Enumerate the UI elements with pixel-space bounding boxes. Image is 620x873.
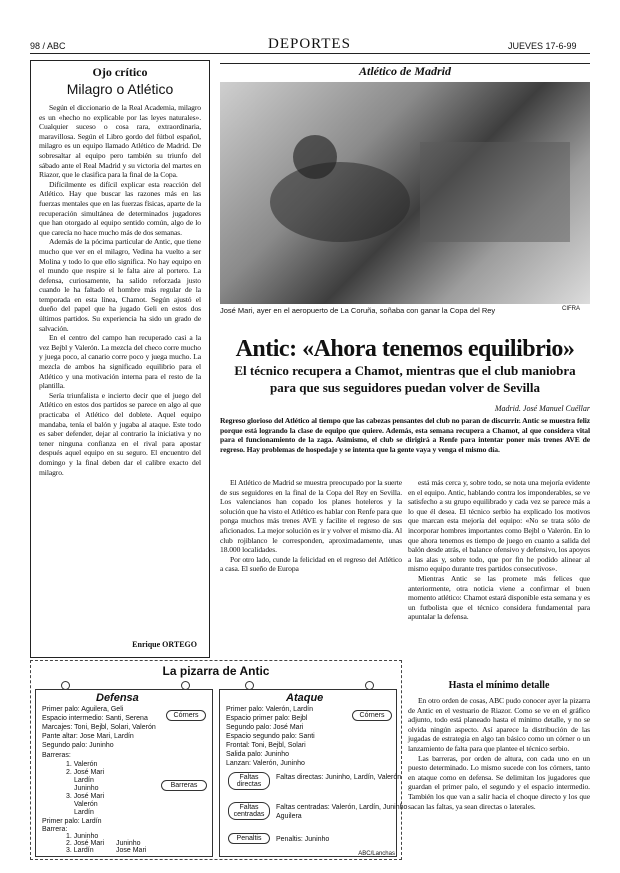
subhead-detalle: Hasta el mínimo detalle — [448, 680, 550, 691]
opinion-column — [30, 60, 210, 658]
column-paragraph: Según el diccionario de la Real Academia, milagro es un «hecho no explicable por las leyes naturales». Cualquier suceso o cosa rara, extraordinaria, maravillosa. Según el Libro gordo del fútbol español, milagro es un equipo llamado Atlético de Madrid. De sobresaltar al equipo pero también su triunfo del sábado ante el Real Madrid y su victoria del martes en Riazor, que le clasifica para la final de la Copa. — [39, 103, 201, 180]
header-rule — [30, 53, 590, 54]
defensa-line: Valerón — [74, 801, 98, 808]
article-paragraph: Las barreras, por orden de altura, con cada uno en un puesto determinado. Lo mismo sucede con los córners, tanto en ataque como en defensa. Se delimitan los jugadores que guardan el primer palo, el segundo y el espacio intermedio. También los que van a salir hacia el choque directo y los que sacan las faltas, ya sean directas o laterales. — [408, 753, 590, 811]
article-col1 — [220, 478, 402, 658]
defensa-line: Barrera: — [42, 826, 68, 833]
binder-ring — [61, 681, 70, 690]
ataque-line: Aguilera — [276, 813, 302, 820]
article-col2b — [408, 696, 590, 856]
binder-ring — [181, 681, 190, 690]
headline: Antic: «Ahora tenemos equilibrio» — [235, 336, 575, 362]
ataque-line: Penaltis: Juninho — [276, 836, 330, 843]
article-col2 — [408, 478, 590, 648]
column-title: Milagro o Atlético — [66, 81, 174, 97]
ataque-board — [219, 689, 408, 857]
byline: Madrid. José Manuel Cuéllar — [494, 404, 590, 413]
subheadline: El técnico recupera a Chamot, mientras que el club maniobra para que sus seguidores puedan volver de Sevilla — [234, 363, 576, 395]
ataque-line: Espacio segundo palo: Santi — [226, 733, 315, 740]
column-paragraph: Difícilmente es difícil explicar esta reacción del Atlético. Hay que buscar las razones más en las fuerzas mentales que en las fuerzas físicas, aparte de la recuperación simultánea de determinados jugadores que han otorgado al equipo sentido común, algo de lo que carecía no hace mucho más de dos semanas. — [39, 179, 201, 237]
defensa-line: 3. Lardín — [66, 847, 94, 854]
page-number: 98 / ABC — [30, 41, 66, 51]
badge-faltas-directas: Faltas directas — [228, 772, 270, 790]
badge-faltas-centradas: Faltas centradas — [228, 802, 270, 820]
defensa-line: Lardín — [74, 777, 94, 784]
defensa-line: Espacio intermedio: Santi, Serena — [42, 715, 148, 722]
defensa-line: Pante altar: Jose Mari, Lardín — [42, 733, 134, 740]
defensa-board — [35, 689, 213, 857]
defensa-line: Primer palo: Lardín — [42, 818, 102, 825]
news-photo — [220, 82, 590, 304]
article-paragraph: El Atlético de Madrid se muestra preocupado por la suerte de sus seguidores en la final de la Copa del Rey en Sevilla. Los valencianos han copado los planes hoteleros y la solución que ha visto el Atlético es hablar con Renfe para que ponga muchos más trenes AVE y facilite el regreso de sus aficionados. La mejor solución es ir y volver el mismo día. Al club rojiblanco le corresponden, aproximadamente, unas 18.000 localidades. — [220, 478, 402, 555]
column-paragraph: Sería triunfalista e incierto decir que el juego del Atlético en estos dos partidos se parece en algo al que practicaba el Atlético del doblete. Aquel equipo mandaba, tenía el balón y jugaba al ataque. Este todo es saber defender, dejar al contrario la iniciativa y no tener ninguna confianza en el rival para apostar después aquel equipo en su seguro. El encuentro del domingo y la final deben dar el calibre exacto del milagro. — [39, 390, 201, 477]
defensa-line: Marcajes: Toni, Bejbl, Solari, Valerón — [42, 724, 156, 731]
badge-barreras: Barreras — [161, 780, 207, 791]
defensa-heading: Defensa — [96, 692, 139, 704]
defensa-line: Barreras: — [42, 752, 71, 759]
ataque-line: Faltas centradas: Valerón, Lardín, Juninho — [276, 804, 408, 811]
column-body — [39, 103, 201, 628]
defensa-line: 2. José Mari — [66, 769, 105, 776]
defensa-line: 3. José Mari — [66, 793, 105, 800]
article-paragraph: En otro orden de cosas, ABC pudo conocer ayer la pizarra de Antic en el vestuario de Riazor. Como se ve en el gráfico adjunto, todo está planeado hasta el mínimo detalle, y no se olvida ningún aspecto. Así aparece la distribución de las jugadas de estrategia en algo tan básico como un córner o un lanzamiento de falta para que plantee el técnico serbio. — [408, 696, 590, 753]
column-paragraph: En el centro del campo han recuperado casi a la vez Bejbl y Valerón. La mezcla del checo corre mucho y juega poco, al canario corre poco y juega mucho. La mezcla de ambos ha significado equilibrio para el Atlético y una motivación interna para el resto de la plantilla. — [39, 333, 201, 391]
article-paragraph: Mientras Antic se las promete más felices que anteriormente, otra noticia viene a confirmar el buen momento atlético: Chamot estará disponible esta semana y es un futbolista que el técnico considera fundamental para apuntalar la defensa. — [408, 573, 590, 622]
badge-corners-defensa: Córners — [166, 710, 206, 721]
ataque-line: Frontal: Toni, Bejbl, Solari — [226, 742, 306, 749]
section-banner: Atlético de Madrid — [359, 64, 451, 78]
defensa-line: 1. Valerón — [66, 761, 98, 768]
defensa-line: Primer palo: Aguilera, Geli — [42, 706, 124, 713]
ataque-line: Salida palo: Juninho — [226, 751, 290, 758]
section-title: DEPORTES — [268, 36, 351, 52]
photo-caption: José Mari, ayer en el aeropuerto de La Coruña, soñaba con ganar la Copa del Rey — [220, 306, 496, 315]
photo-credit: CIFRA — [562, 306, 580, 312]
binder-ring — [245, 681, 254, 690]
defensa-line: Lardín — [74, 809, 94, 816]
defensa-line: Juninho — [74, 785, 99, 792]
defensa-line: 1. Juninho — [66, 833, 99, 840]
binder-ring — [365, 681, 374, 690]
badge-penaltis: Penaltis — [228, 833, 270, 844]
defensa-line: Juninho — [116, 840, 141, 847]
ataque-line: Faltas directas: Juninho, Lardín, Valerón — [276, 774, 402, 781]
defensa-line: Segundo palo: Juninho — [42, 742, 114, 749]
pizarra-graphic — [30, 660, 408, 860]
article-paragraph: Por otro lado, cunde la felicidad en el regreso del Atlético a casa. El sueño de Europa — [220, 554, 402, 574]
ataque-line: Primer palo: Valerón, Lardín — [226, 706, 314, 713]
page-date: JUEVES 17-6-99 — [508, 41, 577, 51]
ataque-line: Lanzan: Valerón, Juninho — [226, 760, 305, 767]
defensa-line: Jose Mari — [116, 847, 147, 854]
ataque-line: Segundo palo: José Mari — [226, 724, 304, 731]
column-kicker: Ojo crítico — [92, 65, 148, 79]
ataque-heading: Ataque — [286, 692, 324, 704]
pizarra-title: La pizarra de Antic — [162, 664, 270, 678]
column-paragraph: Además de la pócima particular de Antic, que tiene mucho que ver en el milagro, Vedina ha vuelto a ser Molina y todo lo que ello significa. No hay equipo en el mundo que respire si le falta aire al portero. La defensa, curiosamente, ha salido reforzada justo cuando le ha faltado el hombre más regular de la temporada en esta línea, Chamot. Según ajustó el dueño del papel que ha jugado Geli en estos dos últimos partidos. Su experiencia ha sido un grado de salvación. — [39, 237, 201, 333]
column-author: Enrique ORTEGO — [132, 640, 197, 649]
ataque-line: Espacio primer palo: Bejbl — [226, 715, 308, 722]
defensa-line: 2. José Mari — [66, 840, 105, 847]
article-lead: Regreso glorioso del Atlético al tiempo que las cabezas pensantes del club no paran de discurrir. Antic se muestra feliz porque está logrando la clase de equipo que quiere. Además, esta semana recupera a Chamot, al que considera vital para el funcionamiento de la zaga. Asimismo, el club se dirigirá a Renfe para intentar poner más trenes AVE de regreso. Hay problemas de hospedaje y se intenta que la gente vaya y venga el mismo día. — [220, 416, 590, 454]
badge-corners-ataque: Córners — [352, 710, 392, 721]
article-paragraph: está más cerca y, sobre todo, se nota una mejoría evidente en el equipo. Antic, hablando contra los imponderables, se ve satisfecho a su grupo equilibrado y cada vez se parece más a lo que él desea. El técnico serbio ha explicado los motivos que marcan esta mejoría del equipo: «No se trata sólo de incorporar hombres importantes como Bejbl o Valerón. En lo que ahora tenemos es tiempo de juego en cuanto a salida del balón desde atrás, el balance ofensivo y defensivo, los apoyos a las alas y, sobre todo, que por fin he podido alinear al mismo equipo durante tres partidos consecutivos». — [408, 478, 590, 574]
graphic-credit: ABC/Lanchas — [358, 851, 395, 857]
